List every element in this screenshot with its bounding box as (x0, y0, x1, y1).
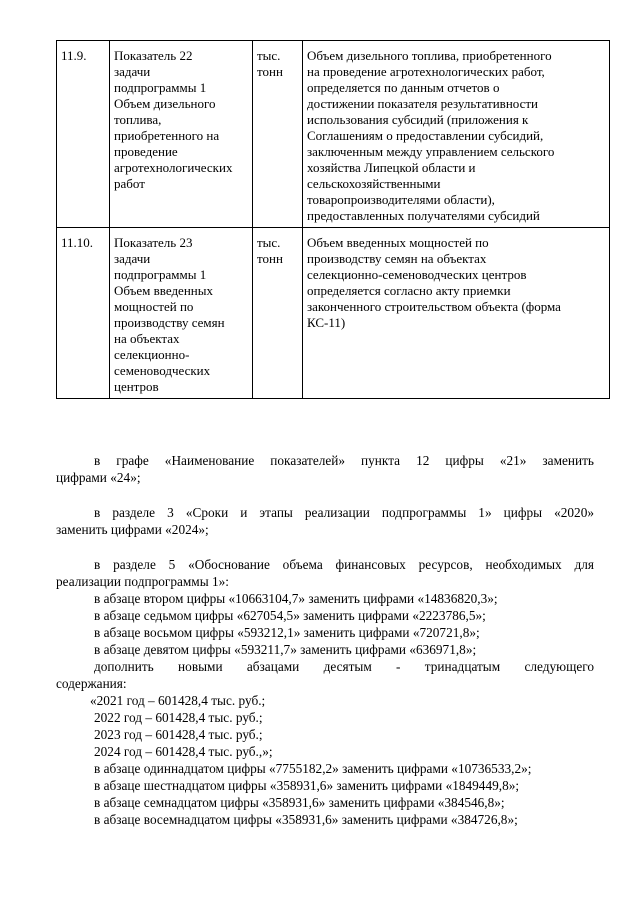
list-item: в абзаце втором цифры «10663104,7» заменить цифрами «14836820,3»; (94, 591, 498, 606)
year-line: «2021 год – 601428,4 тыс. руб.; (90, 693, 266, 708)
row-number: 11.10. (57, 228, 110, 399)
year-line: 2024 год – 601428,4 тыс. руб.,»; (94, 744, 273, 759)
table-row (57, 228, 610, 399)
unit: тыс. тонн (253, 228, 303, 399)
paragraph-line: заменить цифрами «2024»; (56, 522, 209, 537)
paragraph-section-5 (56, 556, 594, 828)
paragraph-line: в разделе 3 «Сроки и этапы реализации подпрограммы 1» цифры «2020» (94, 505, 594, 520)
calculation-method: Объем введенных мощностей по производству семян на объектах селекционно-семеноводческих центров определяется согласно акту приемки законченного строительством объекта (форма КС-11) (303, 228, 610, 399)
list-item: в абзаце семнадцатом цифры «358931,6» заменить цифрами «384546,8»; (94, 795, 505, 810)
year-line: 2023 год – 601428,4 тыс. руб.; (94, 727, 263, 742)
paragraph-line: цифрами «24»; (56, 470, 141, 485)
unit: тыс. тонн (253, 41, 303, 228)
calculation-method: Объем дизельного топлива, приобретенного на проведение агротехнологических работ, определяется по данным отчетов о достижении показателя результативности использования субсидий (приложения к Соглашениям о предоставлении субсидий, заключенным между управлением сельского хозяйства Липецкой области и сельскохозяйственными товаропроизводителями области), предоставленных получателями субсидий (303, 41, 610, 228)
indicators-table (56, 40, 610, 399)
table-row (57, 41, 610, 228)
list-item: в абзаце восемнадцатом цифры «358931,6» заменить цифрами «384726,8»; (94, 812, 518, 827)
paragraph-item-12 (56, 452, 594, 486)
list-item: в абзаце девятом цифры «593211,7» заменить цифрами «636971,8»; (94, 642, 477, 657)
indicator-name: Показатель 22 задачи подпрограммы 1 Объем дизельного топлива, приобретенного на проведение агротехнологических работ (110, 41, 253, 228)
paragraph-line: в графе «Наименование показателей» пункта 12 цифры «21» заменить (94, 453, 594, 468)
paragraph-section-3 (56, 504, 594, 538)
paragraph-line: содержания: (56, 676, 127, 691)
paragraph-line: в разделе 5 «Обоснование объема финансовых ресурсов, необходимых для (94, 557, 594, 572)
list-item: в абзаце восьмом цифры «593212,1» заменить цифрами «720721,8»; (94, 625, 480, 640)
row-number: 11.9. (57, 41, 110, 228)
paragraph-line: дополнить новыми абзацами десятым - тринадцатым следующего (94, 659, 594, 674)
paragraph-line: реализации подпрограммы 1»: (56, 574, 229, 589)
list-item: в абзаце шестнадцатом цифры «358931,6» заменить цифрами «1849449,8»; (94, 778, 520, 793)
list-item: в абзаце одиннадцатом цифры «7755182,2» заменить цифрами «10736533,2»; (94, 761, 532, 776)
list-item: в абзаце седьмом цифры «627054,5» заменить цифрами «2223786,5»; (94, 608, 486, 623)
year-line: 2022 год – 601428,4 тыс. руб.; (94, 710, 263, 725)
indicator-name: Показатель 23 задачи подпрограммы 1 Объем введенных мощностей по производству семян на объектах селекционно- семеноводческих центров (110, 228, 253, 399)
